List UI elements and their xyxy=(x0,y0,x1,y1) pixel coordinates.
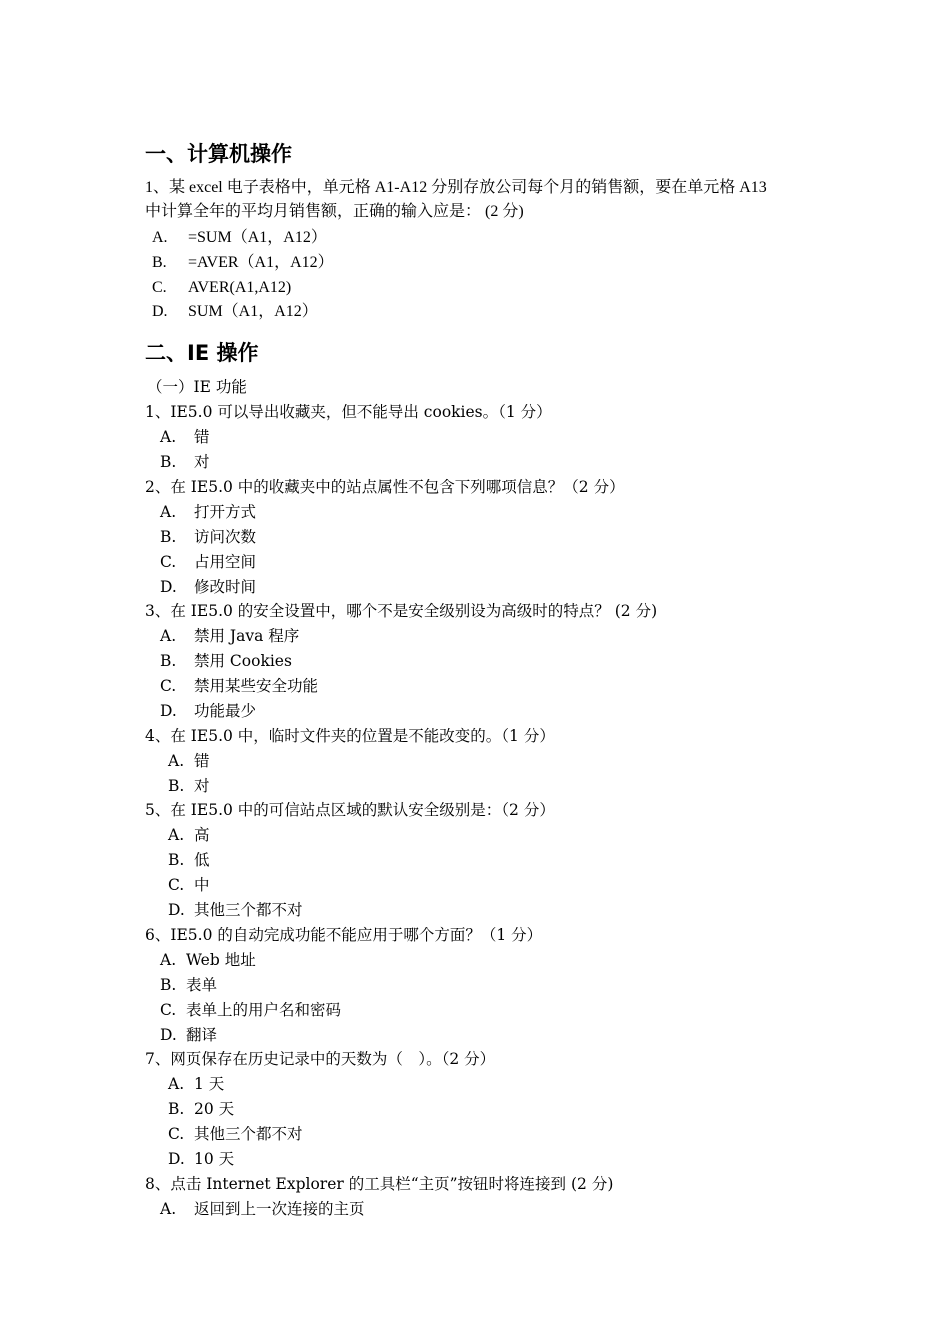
option-item xyxy=(168,1149,235,1169)
option-text: 其他三个都不对 xyxy=(194,901,303,919)
option-label: B. xyxy=(160,976,177,994)
option-text: 修改时间 xyxy=(194,578,257,596)
section-heading: 二、IE 操作 xyxy=(145,341,259,365)
option-item xyxy=(168,900,303,920)
option-item xyxy=(168,1124,303,1144)
option-item xyxy=(160,651,292,671)
option-text: 功能最少 xyxy=(194,702,257,720)
option-text: 高 xyxy=(194,826,210,844)
option-label: A. xyxy=(160,951,177,969)
option-label: B. xyxy=(160,453,177,471)
option-text: 错 xyxy=(194,752,210,770)
option-item xyxy=(152,253,334,273)
option-item xyxy=(160,950,256,970)
option-text: 20 天 xyxy=(194,1100,235,1118)
option-text: =SUM（A1，A12） xyxy=(188,229,327,246)
option-text: 翻译 xyxy=(186,1026,218,1044)
option-label: D. xyxy=(152,303,168,320)
option-label: A. xyxy=(160,627,177,645)
option-item xyxy=(168,850,210,870)
option-label: A. xyxy=(160,1200,177,1218)
option-label: B. xyxy=(168,851,185,869)
option-text: 访问次数 xyxy=(194,528,257,546)
option-item xyxy=(160,452,210,472)
option-item xyxy=(160,502,257,522)
option-label: A. xyxy=(168,826,185,844)
question-text: 6、IE5.0 的自动完成功能不能应用于哪个方面？（1 分） xyxy=(145,926,543,944)
option-item xyxy=(160,1025,218,1045)
option-text: 禁用 Java 程序 xyxy=(194,627,300,645)
option-label: B. xyxy=(160,652,177,670)
option-text: 对 xyxy=(194,453,210,471)
option-text: Web 地址 xyxy=(186,951,256,969)
option-label: A. xyxy=(160,428,177,446)
option-text: 禁用某些安全功能 xyxy=(194,677,319,695)
option-label: B. xyxy=(160,528,177,546)
option-label: D. xyxy=(168,1150,185,1168)
option-text: 占用空间 xyxy=(194,553,257,571)
option-text: 表单 xyxy=(186,976,218,994)
option-item xyxy=(160,427,210,447)
option-text: 错 xyxy=(194,428,210,446)
option-item xyxy=(152,278,292,298)
option-text: 中 xyxy=(194,876,210,894)
option-label: C. xyxy=(168,1125,185,1143)
option-text: AVER(A1,A12) xyxy=(188,279,292,296)
option-item xyxy=(160,676,319,696)
question-text: 1、某 excel 电子表格中，单元格 A1-A12 分别存放公司每个月的销售额，要在单元格 A13 xyxy=(145,179,767,196)
option-text: 打开方式 xyxy=(194,503,257,521)
option-label: B. xyxy=(168,1100,185,1118)
option-label: B. xyxy=(168,777,185,795)
option-text: 禁用 Cookies xyxy=(194,652,292,670)
option-item xyxy=(168,825,210,845)
question-text: 5、在 IE5.0 中的可信站点区域的默认安全级别是：（2 分） xyxy=(145,801,555,819)
option-text: 1 天 xyxy=(194,1075,225,1093)
option-label: C. xyxy=(152,279,167,296)
option-label: A. xyxy=(152,229,168,246)
option-item xyxy=(168,875,210,895)
option-item xyxy=(160,975,218,995)
option-label: A. xyxy=(160,503,177,521)
option-item xyxy=(152,228,327,248)
option-text: 10 天 xyxy=(194,1150,235,1168)
option-label: C. xyxy=(160,1001,177,1019)
option-text: =AVER（A1，A12） xyxy=(188,254,334,271)
option-item xyxy=(168,751,210,771)
option-label: D. xyxy=(168,901,185,919)
option-label: D. xyxy=(160,1026,177,1044)
option-text: SUM（A1，A12） xyxy=(188,303,318,320)
question-text: 7、网页保存在历史记录中的天数为（ ）。（2 分） xyxy=(145,1050,496,1068)
option-text: 表单上的用户名和密码 xyxy=(186,1001,342,1019)
option-item xyxy=(160,701,257,721)
question-text: 8、点击 Internet Explorer 的工具栏“主页”按钮时将连接到 (2 分) xyxy=(145,1175,614,1193)
option-text: 返回到上一次连接的主页 xyxy=(194,1200,365,1218)
question-text: 中计算全年的平均月销售额，正确的输入应是： (2 分) xyxy=(145,203,524,220)
option-item xyxy=(168,776,210,796)
option-label: C. xyxy=(168,876,185,894)
option-item xyxy=(160,626,300,646)
option-label: A. xyxy=(168,752,185,770)
section-heading: 一、计算机操作 xyxy=(145,142,292,166)
question-text: 4、在 IE5.0 中，临时文件夹的位置是不能改变的。（1 分） xyxy=(145,727,555,745)
option-item xyxy=(160,577,257,597)
option-label: C. xyxy=(160,677,177,695)
option-item xyxy=(160,1000,342,1020)
option-item xyxy=(168,1074,225,1094)
option-item xyxy=(160,552,257,572)
subsection-heading: （一）IE 功能 xyxy=(147,378,247,396)
option-text: 其他三个都不对 xyxy=(194,1125,303,1143)
option-label: A. xyxy=(168,1075,185,1093)
option-text: 低 xyxy=(194,851,210,869)
option-label: D. xyxy=(160,702,177,720)
option-label: C. xyxy=(160,553,177,571)
option-item xyxy=(160,1199,365,1219)
option-item xyxy=(168,1099,235,1119)
option-label: B. xyxy=(152,254,167,271)
option-label: D. xyxy=(160,578,177,596)
option-text: 对 xyxy=(194,777,210,795)
question-text: 3、在 IE5.0 的安全设置中，哪个不是安全级别设为高级时的特点？ (2 分) xyxy=(145,602,658,620)
question-text: 1、IE5.0 可以导出收藏夹，但不能导出 cookies。（1 分） xyxy=(145,403,552,421)
question-text: 2、在 IE5.0 中的收藏夹中的站点属性不包含下列哪项信息？（2 分） xyxy=(145,478,625,496)
option-item xyxy=(152,302,318,322)
option-item xyxy=(160,527,257,547)
